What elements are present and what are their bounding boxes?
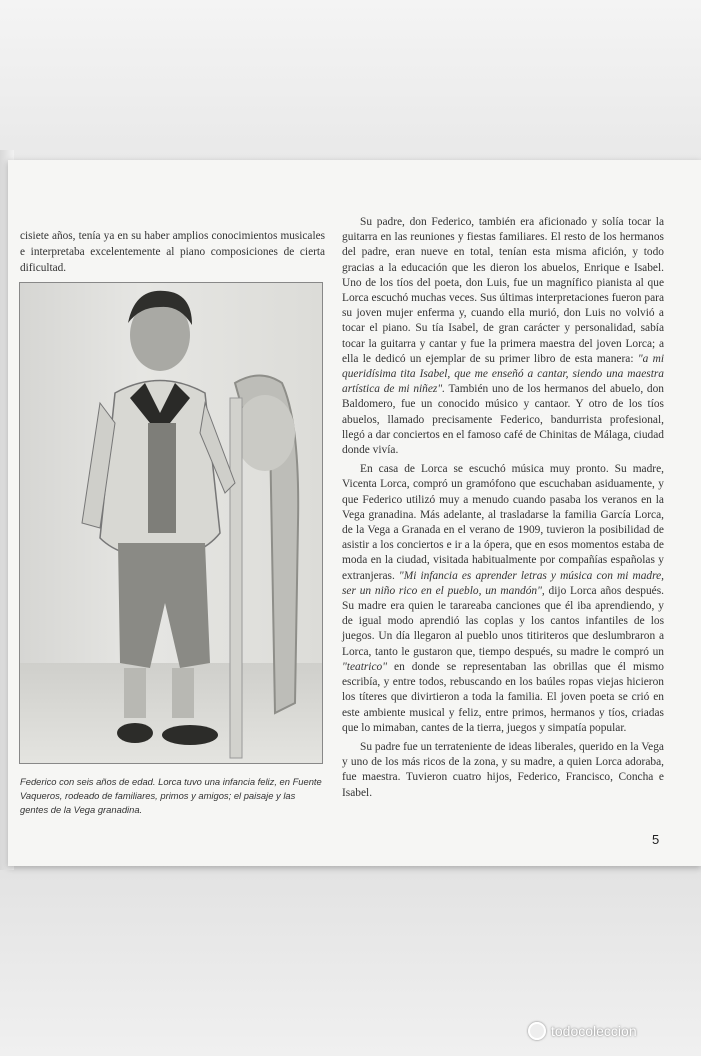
text-span: En casa de Lorca se escuchó música muy pronto. Su madre, Vicenta Lorca, compró un gramófono que escuchaban asiduamente, y que Federico utilizó muy a menudo cuando pasaba los veranos en la Vega granadina. Más adelante, al trasladarse la familia García Lorca, de la Vega a Granada en el verano de 1909, tuvieron la posibilidad de asistir a los conciertos e ir a la ópera, que en esos momentos estaba de moda en la ciudad, visitada habitualmente por compañías españolas y extranjeras. — [342, 463, 664, 582]
page-number: 5 — [652, 832, 660, 847]
left-intro-text: cisiete años, tenía ya en su haber amplios conocimientos musicales e interpretaba excelentemente al piano composiciones de cierta dificultad. — [20, 230, 325, 274]
text-span: Su padre, don Federico, también era aficionado y solía tocar la guitarra en las reuniones y fiestas familiares. El resto de los hermanos del padre, eran nueve en total, tenían esta misma afición, y todo gracias a la educación que les dieron los abuelos, Enrique e Isabel. Uno de los tíos del poeta, don Luis, fue un magnífico pianista al que Lorca escuchó muchas veces. Sus últimas interpretaciones fueron para su joven mujer enferma y, cuando ella murió, don Luis no volvió a tocar el piano. Su tía Isabel, de gran carácter y personalidad, sabía tocar la guitarra y cantar y fue la primera maestra del joven Lorca; a ella le dedicó un ejemplar de su primer libro de esta manera: — [342, 216, 664, 365]
text-span: dijo Lorca años después. Su madre era quien le tarareaba canciones que él iba aprendiendo, y de igual modo aprendió las coplas y los cantos infantiles de los juegos. Un día llegaron al pueblo unos titiriteros que deslumbraron a Lorca, tanto le gustaron que, tiempo después, su madre le compró un — [342, 584, 664, 658]
quote-teatrico: "teatrico" — [342, 660, 387, 673]
quote-dedication: "a mi queridísima tita Isabel, que me enseñó a cantar, siendo una maestra artística de mi niñez". — [342, 352, 665, 396]
paragraph-parents: Su padre fue un terrateniente de ideas liberales, querido en la Vega y uno de los más ricos de la zona, y su madre, a quien Lorca adoraba, fue maestra. Tuvieron cuatro hijos, Federico, Francisco, Concha e Isabel. — [342, 740, 664, 799]
paragraph-family-music — [342, 215, 664, 458]
paragraph-music-at-home — [342, 462, 664, 736]
watermark-logo-icon — [528, 1022, 546, 1040]
text-span: en donde se representaban las obrillas que él mismo escribía, y entre todos, rebuscando en los baúles ropas viejas hicieron los títeres que divirtieron a toda la familia. El joven poeta se crió en este ambiente musical y feliz, entre primos, hermanos y tíos, criadas que lo mimaban, cantes de la tierra, juegos y simpatía popular. — [342, 660, 664, 734]
text-span: También uno de los hermanos del abuelo, don Baldomero, fue un conocido músico y cantaor. Y otro de los tíos abuelos, llamado precisamente Federico, bandurrista profesional, llegó a dar conciertos en el famoso café de Chinitas de Málaga, ciudad donde vivía. — [342, 383, 664, 457]
quote-infancia: "Mi infancia es aprender letras y música con mi madre, ser un niño rico en el pueblo, un mandón", — [342, 569, 665, 597]
photo-caption: Federico con seis años de edad. Lorca tuvo una infancia feliz, en Fuente Vaqueros, rodeado de familiares, primos y amigos; el paisaje y las gentes de la Vega granadina. — [20, 776, 322, 815]
photo-illustration — [20, 283, 322, 763]
right-column-text — [342, 215, 664, 805]
background-top — [0, 0, 701, 160]
boy-photograph — [19, 282, 323, 764]
watermark-text: todocoleccion — [551, 1023, 637, 1039]
watermark — [528, 1022, 637, 1040]
